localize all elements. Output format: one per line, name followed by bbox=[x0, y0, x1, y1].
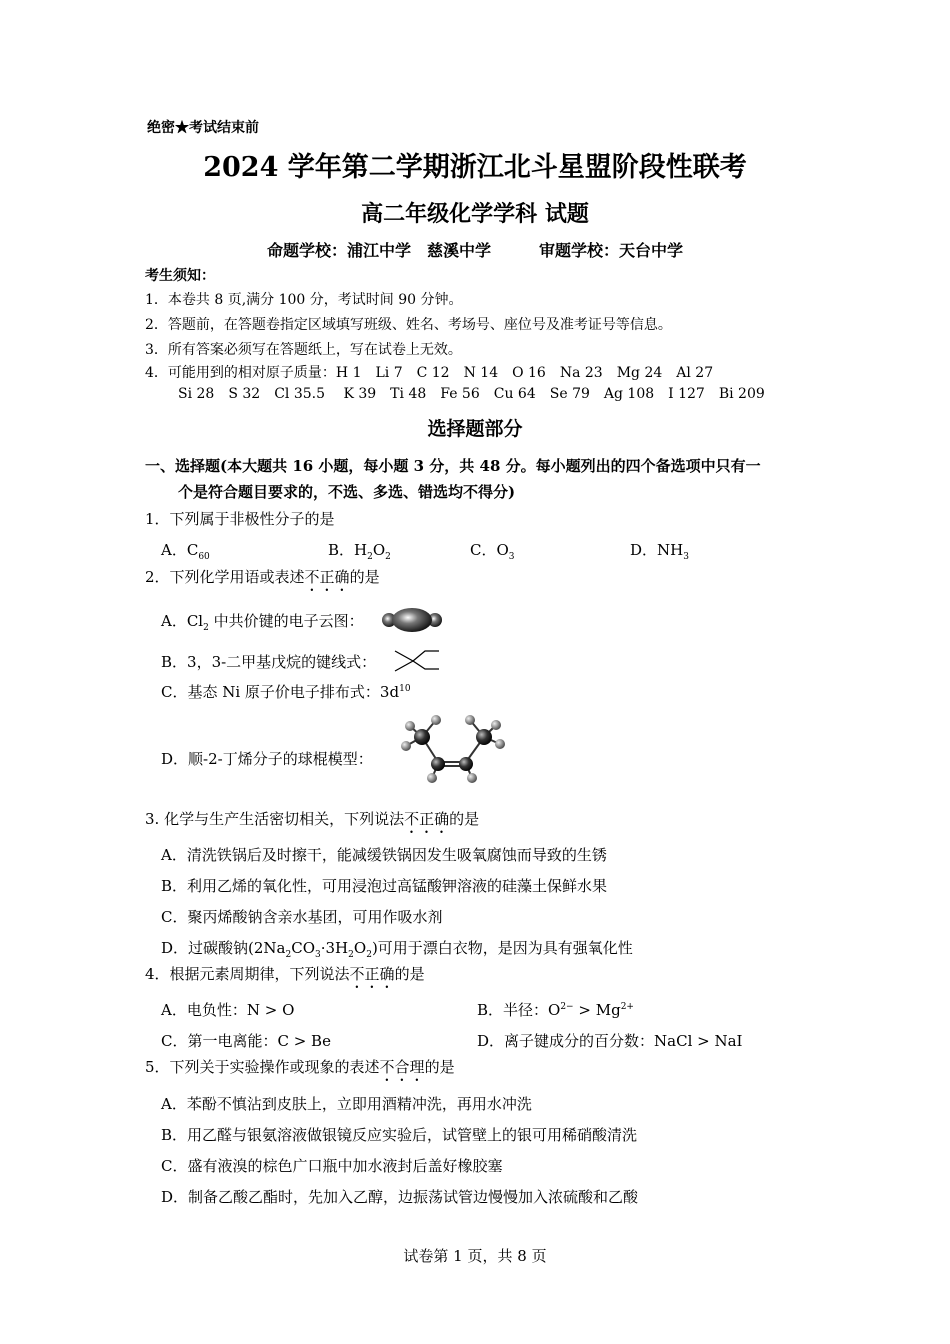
section-instruction: 一、选择题(本大题共 16 小题，每小题 3 分，共 48 分。每小题列出的四个备选项中只有一 bbox=[145, 457, 761, 475]
section-instruction-cont: 个是符合题目要求的，不选、多选、错选均不得分) bbox=[178, 483, 516, 501]
q4-option-c: C．第一电离能：C > Be bbox=[161, 1032, 331, 1050]
q3-option-b: B．利用乙烯的氧化性，可用浸泡过高锰酸钾溶液的硅藻土保鲜水果 bbox=[161, 877, 608, 895]
notice-item: 2．答题前，在答题卷指定区域填写班级、姓名、考场号、座位号及准考证号等信息。 bbox=[145, 317, 672, 333]
q5-option-c: C．盛有液溴的棕色广口瓶中加水液封后盖好橡胶塞 bbox=[161, 1157, 503, 1175]
q3-option-d: D．过碳酸钠$(2Na_2CO_3\cdot 3H_2O_2)$可用于漂白衣物，是因为具有强氧化性 bbox=[161, 939, 633, 960]
q2-option-a: A．$Cl_2$ 中共价键的电子云图： bbox=[161, 612, 364, 633]
q1-option-b: B．$H_2O_2$ bbox=[328, 541, 391, 562]
q3-stem: 3. 化学与生产生活密切相关，下列说法不正确的是 bbox=[145, 810, 480, 828]
notice-heading: 考生须知： bbox=[145, 268, 215, 284]
schools-line: 命题学校：浦江中学 慈溪中学 审题学校：天台中学 bbox=[266, 241, 683, 260]
q1-option-d: D．$NH_3$ bbox=[630, 541, 689, 562]
notice-item: 4．可能用到的相对原子质量：H 1 Li 7 C 12 N 14 O 16 Na 23 Mg 24 Al 27 bbox=[145, 365, 714, 381]
q5-option-a: A．苯酚不慎沾到皮肤上，立即用酒精冲洗，再用水冲洗 bbox=[161, 1095, 532, 1113]
q4-option-d: D．离子键成分的百分数：NaCl > NaI bbox=[477, 1032, 743, 1050]
notice-item: 1．本卷共 8 页,满分 100 分，考试时间 90 分钟。 bbox=[145, 292, 463, 308]
q3-option-c: C．聚丙烯酸钠含亲水基团，可用作吸水剂 bbox=[161, 908, 443, 926]
q2-option-c: C．基态 Ni 原子价电子排布式：$3d^{10}$ bbox=[161, 683, 411, 701]
q3-option-a: A．清洗铁锅后及时擦干，能减缓铁锅因发生吸氧腐蚀而导致的生锈 bbox=[161, 846, 607, 864]
q4-option-b: B．半径：$O^{2-} > Mg^{2+}$ bbox=[477, 1001, 634, 1019]
q4-stem: 4．根据元素周期律，下列说法不正确的是 bbox=[145, 965, 425, 983]
exam-title: 2024 学年第二学期浙江北斗星盟阶段性联考 bbox=[203, 152, 747, 183]
q2-option-d: D．顺-2-丁烯分子的球棍模型： bbox=[161, 750, 373, 768]
q1-option-c: C．$O_3$ bbox=[470, 541, 515, 562]
page-footer: 试卷第 1 页，共 8 页 bbox=[403, 1247, 547, 1265]
q5-stem: 5．下列关于实验操作或现象的表述不合理的是 bbox=[145, 1058, 455, 1076]
q2-option-b: B．3，3-二甲基戊烷的键线式： bbox=[161, 653, 377, 671]
notice-item: 3．所有答案必须写在答题纸上，写在试卷上无效。 bbox=[145, 342, 462, 358]
secret-label: 绝密★考试结束前 bbox=[147, 120, 259, 136]
q2-stem: 2．下列化学用语或表述不正确的是 bbox=[145, 568, 380, 586]
section-title: 选择题部分 bbox=[427, 418, 523, 440]
q4-option-a: A．电负性：N > O bbox=[161, 1001, 295, 1019]
q1-option-a: A．$C_{60}$ bbox=[161, 541, 210, 562]
q1-stem: 1．下列属于非极性分子的是 bbox=[145, 510, 335, 528]
q5-option-d: D．制备乙酸乙酯时，先加入乙醇，边振荡试管边慢慢加入浓硫酸和乙酸 bbox=[161, 1188, 639, 1206]
exam-subtitle: 高二年级化学学科 试题 bbox=[361, 201, 589, 227]
notice-item-cont: Si 28 S 32 Cl 35.5 K 39 Ti 48 Fe 56 Cu 64 Se 79 Ag 108 I 127 Bi 209 bbox=[178, 386, 765, 402]
electron-cloud-image bbox=[380, 604, 444, 636]
q5-option-b: B．用乙醛与银氨溶液做银镜反应实验后，试管壁上的银可用稀硝酸清洗 bbox=[161, 1126, 638, 1144]
skeletal-formula-image bbox=[393, 647, 443, 673]
ball-stick-model-image bbox=[396, 712, 512, 784]
